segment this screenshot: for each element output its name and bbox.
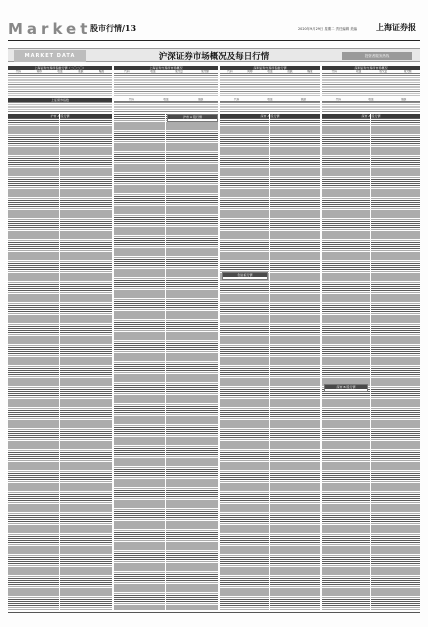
table-title: 深市 A 股行情 [322, 114, 420, 118]
col-label: 成交量 [379, 70, 388, 73]
col-label: 代码 [335, 98, 341, 101]
col-label: 涨跌 [300, 98, 306, 101]
sz-a-share-column-2 [322, 114, 420, 610]
sub-table-header [167, 114, 218, 122]
table-rows [322, 118, 420, 610]
banner-badge: 投资者服务热线 [342, 52, 412, 60]
column-divider [370, 114, 371, 610]
col-label: 简称 [247, 70, 253, 73]
column-header [114, 70, 218, 74]
section-title: 股市行情/13 [90, 23, 137, 33]
table-rows [114, 114, 218, 610]
table-title: 深圳证券交易所市场概况 [322, 66, 420, 70]
table-title: 上海证券交易所市场概况 [114, 66, 218, 70]
col-label: 代码 [234, 98, 240, 101]
footer-rule [8, 612, 420, 613]
col-label: 简称 [36, 70, 42, 73]
table-title: 沪市 A 股行情 [168, 115, 217, 119]
sub-table-header [222, 272, 268, 280]
col-label: 代码 [331, 70, 337, 73]
col-label: 收盘 [163, 98, 169, 101]
column-header [8, 70, 112, 74]
sh-a-share-column [8, 114, 112, 610]
brand-logo: Market [8, 20, 92, 38]
table-title: 深市 B 股行情 [325, 385, 367, 389]
col-label: 涨跌 [198, 98, 204, 101]
col-label: 成交量 [175, 70, 183, 73]
col-label: 成交额 [403, 70, 412, 73]
table-rows [220, 102, 320, 112]
table-title: 深市 A 股行情 [220, 114, 320, 118]
banner-tag: MARKET DATA [14, 50, 86, 62]
sh-overview-table [114, 66, 218, 96]
column-header [220, 70, 320, 74]
table-rows [8, 102, 112, 112]
table-rows [8, 118, 112, 610]
col-label: 代码 [128, 98, 134, 101]
sub-table-header [324, 384, 368, 392]
col-label: 收盘 [368, 98, 374, 101]
masthead [8, 20, 420, 38]
table-rows [8, 75, 112, 96]
sz-index-table [220, 66, 320, 96]
column-divider [269, 114, 270, 610]
col-label: 代码 [15, 70, 21, 73]
table-rows [220, 75, 320, 96]
masthead-rule [8, 40, 420, 41]
summary-table-d [322, 98, 420, 112]
table-rows [322, 102, 420, 112]
col-label: 涨跌 [401, 98, 407, 101]
table-title: 上证债券指数 [8, 98, 112, 102]
table-rows [322, 75, 420, 96]
column-header [322, 70, 420, 74]
table-title: 深圳证券交易所指数行情 [220, 66, 320, 70]
bond-index-table [8, 98, 112, 112]
col-label: 幅度 [307, 70, 313, 73]
col-label: 幅度 [98, 70, 105, 73]
column-divider [59, 114, 60, 610]
col-label: 涨跌 [287, 70, 293, 73]
table-rows [114, 102, 218, 112]
sz-overview-table [322, 66, 420, 96]
col-label: 成交额 [201, 70, 209, 73]
dateline: 2020年9月29日 星期二 责任编辑 美编 [298, 27, 358, 31]
sh-a-share-column-2 [114, 114, 218, 610]
table-title: 上海证券交易所指数行情（二〇二〇） [8, 66, 112, 70]
sh-index-table [8, 66, 112, 96]
table-title: 创业板行情 [223, 273, 267, 277]
table-rows [114, 75, 218, 96]
paper-name: 上海证券报 [376, 22, 416, 32]
col-label: 收盘 [267, 70, 273, 73]
column-divider [165, 114, 166, 610]
table-title: 沪市 A 股行情 [8, 114, 112, 118]
col-label: 收盘 [356, 70, 362, 73]
col-label: 收盘 [57, 70, 63, 73]
col-label: 涨跌 [78, 70, 84, 73]
summary-table-b [114, 98, 218, 112]
table-rows [220, 118, 320, 610]
banner-title: 沪深证券市场概况及每日行情 [158, 52, 270, 62]
banner [8, 48, 420, 62]
sz-a-share-column [220, 114, 320, 610]
col-label: 代码 [227, 70, 233, 73]
col-label: 收盘 [267, 98, 273, 101]
col-label: 代码 [124, 70, 130, 73]
col-label: 收盘 [150, 70, 156, 73]
summary-table-c [220, 98, 320, 112]
